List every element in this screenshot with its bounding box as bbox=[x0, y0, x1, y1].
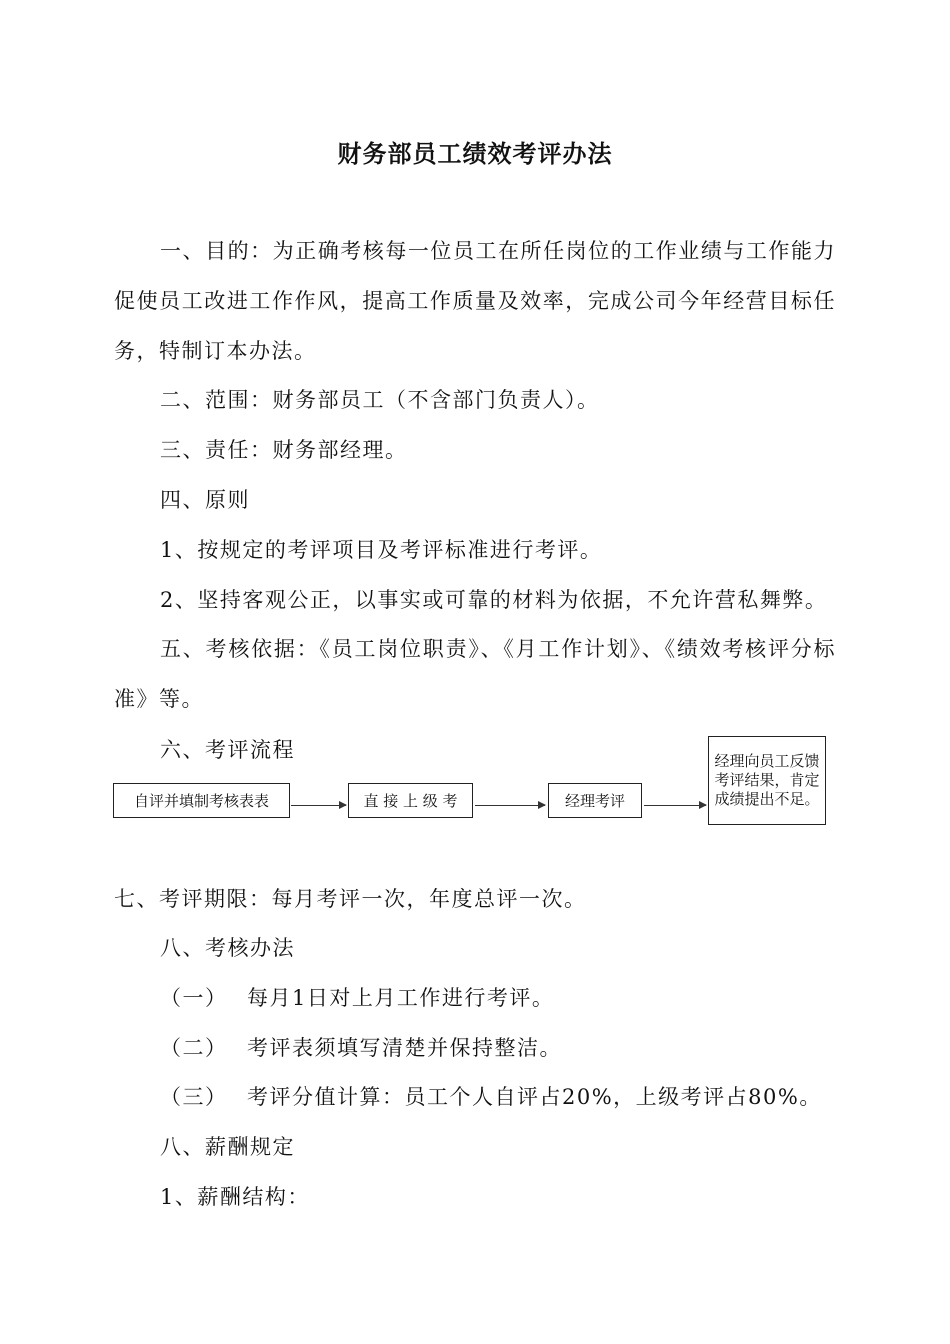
section-responsibility: 三、责任：财务部经理。 bbox=[160, 438, 408, 462]
principle-2: 2、坚持客观公正，以事实或可靠的材料为依据，不允许营私舞弊。 bbox=[160, 588, 828, 612]
section-method-heading: 八、考核办法 bbox=[160, 936, 295, 960]
flow-step-self-evaluation: 自评并填制考核表表 bbox=[113, 783, 290, 818]
flow-step-supervisor-review: 直 接 上 级 考 bbox=[348, 783, 473, 818]
method-3-text: 考评分值计算：员工个人自评占20%，上级考评占80%。 bbox=[247, 1085, 822, 1109]
method-2-number: （二） bbox=[160, 1036, 228, 1060]
section-basis: 五、考核依据：《员工岗位职责》、《月工作计划》、《绩效考核评分标准》等。 bbox=[114, 637, 836, 711]
principle-1: 1、按规定的考评项目及考评标准进行考评。 bbox=[160, 538, 603, 562]
method-3-number: （三） bbox=[160, 1085, 228, 1109]
section-process-heading: 六、考评流程 bbox=[160, 738, 295, 762]
method-1-number: （一） bbox=[160, 986, 228, 1010]
flow-arrow-2 bbox=[475, 805, 545, 806]
salary-item-1: 1、薪酬结构： bbox=[160, 1185, 310, 1209]
flow-step-manager-feedback: 经理向员工反馈考评结果，肯定成绩提出不足。 bbox=[708, 736, 826, 825]
section-salary-heading: 八、薪酬规定 bbox=[160, 1135, 295, 1159]
section-principles-heading: 四、原则 bbox=[160, 488, 250, 512]
flow-arrow-3 bbox=[644, 805, 706, 806]
section-period: 七、考评期限：每月考评一次，年度总评一次。 bbox=[114, 887, 587, 911]
flow-step-manager-review: 经理考评 bbox=[548, 783, 642, 818]
flow-arrow-1 bbox=[291, 805, 346, 806]
document-title: 财务部员工绩效考评办法 bbox=[337, 139, 613, 168]
method-1-text: 每月1日对上月工作进行考评。 bbox=[247, 986, 555, 1010]
section-purpose: 一、目的：为正确考核每一位员工在所任岗位的工作业绩与工作能力促使员工改进工作作风，提高工作质量及效率，完成公司今年经营目标任务，特制订本办法。 bbox=[114, 239, 836, 363]
method-2-text: 考评表须填写清楚并保持整洁。 bbox=[247, 1036, 562, 1060]
section-scope: 二、范围：财务部员工（不含部门负责人）。 bbox=[160, 388, 600, 412]
